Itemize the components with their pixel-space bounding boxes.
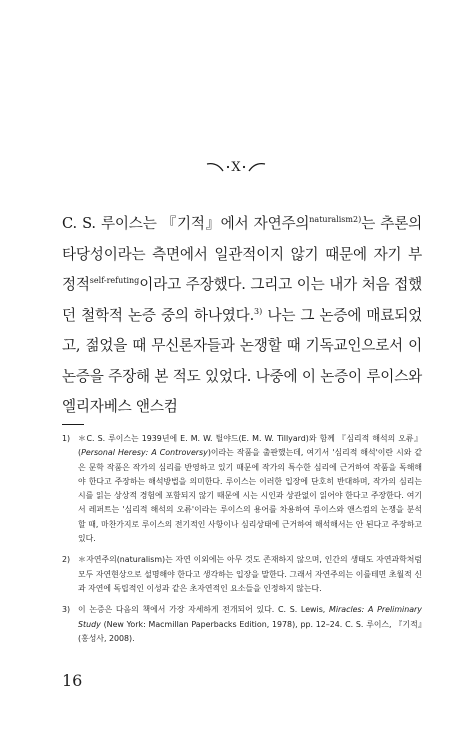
body-paragraph: C. S. 루이스는 『기적』에서 자연주의$^{naturalism2)}$는 추론의 타당성이라는 측면에서 일관적이지 않기 때문에 자기 부정적$^{self-refuting}$이라고 주장했다. 그리고 이는 내가 처음 접했던 철학적 논증 중의 하나였다.$^{3)}$ 나는 그 논증에 매료되었고, 젊었을 때 무신론자들과 논쟁할 때 기독교인으로서 이 논증을 주장해 본 적도 있었다. 나중에 이 논증이 루이스와 엘리자베스 앤스컴 [62,215,423,415]
footnote-text: 이 논증은 다음의 책에서 가장 자세하게 전개되어 있다. C. S. Lewis, Miracles: A Preliminary Study (New York: Macmillan Paperbacks Edition, 1978), pp. 12–24. C. S. 루이스, 『기적』(홍성사, 2008). [78,605,422,643]
gloss-naturalism: naturalism [309,215,353,225]
footnote-text: ＊C. S. 루이스는 1939년에 E. M. W. 틸야드(E. M. W. Tillyard)와 함께 『심리적 해석의 오류』(Personal Heresy: A Controversy)이라는 작품을 출판했는데, 여기서 '심리적 해석'이란 시와 같은 문학 작품은 작가의 심리를 반영하고 있기 때문에 작가의 특수한 심리에 근거하여 작품을 독해해야 한다고 주장하는 해석방법을 의미한다. 루이스는 이러한 입장에 단호히 반대하며, 작가의 심리는 시를 읽는 상상적 경험에 포함되지 않기 때문에 시는 시인과 상관없이 읽어야 한다고 주장한다. 여기서 레퍼트는 '심리적 해석의 오류'이라는 루이스의 용어를 차용하여 루이스와 앤스컴의 논쟁을 분석할 때, 마찬가지로 루이스의 전기적인 사항이나 심리상태에 근거하여 해석해서는 안 된다고 주장하고 있다. [78,434,422,544]
footnote-rule [62,424,84,425]
footnote-title: Personal Heresy: A Controversy [81,448,208,458]
page-number: 16 [62,671,83,690]
footnote-item [62,553,422,596]
ornament-symbol: X [231,160,241,175]
footnote-item [62,603,422,646]
footnotes [62,432,422,653]
footnote-title: Miracles: A Preliminary Study [78,605,422,629]
footnote-number: 3) [62,605,71,615]
footnote-ref-3: 3) [254,306,263,316]
gloss-self-refuting: self-refuting [89,276,140,286]
footnote-text: ＊자연주의(naturalism)는 자연 이외에는 아무 것도 존재하지 않으며, 인간의 생태도 자연과학처럼 모두 자연현상으로 설명해야 한다고 생각하는 입장을 말한다. 그래서 자연주의는 이를테면 초월적 신과 자연에 독립적인 이성과 같은 초자연적인 요소들을 인정하지 않는다. [78,555,422,593]
footnote-ref-2: 2) [352,215,362,225]
footnote-item [62,432,422,546]
footnote-number: 1) [62,434,71,443]
ornament-divider-icon [205,155,267,177]
footnote-number: 2) [62,555,71,565]
